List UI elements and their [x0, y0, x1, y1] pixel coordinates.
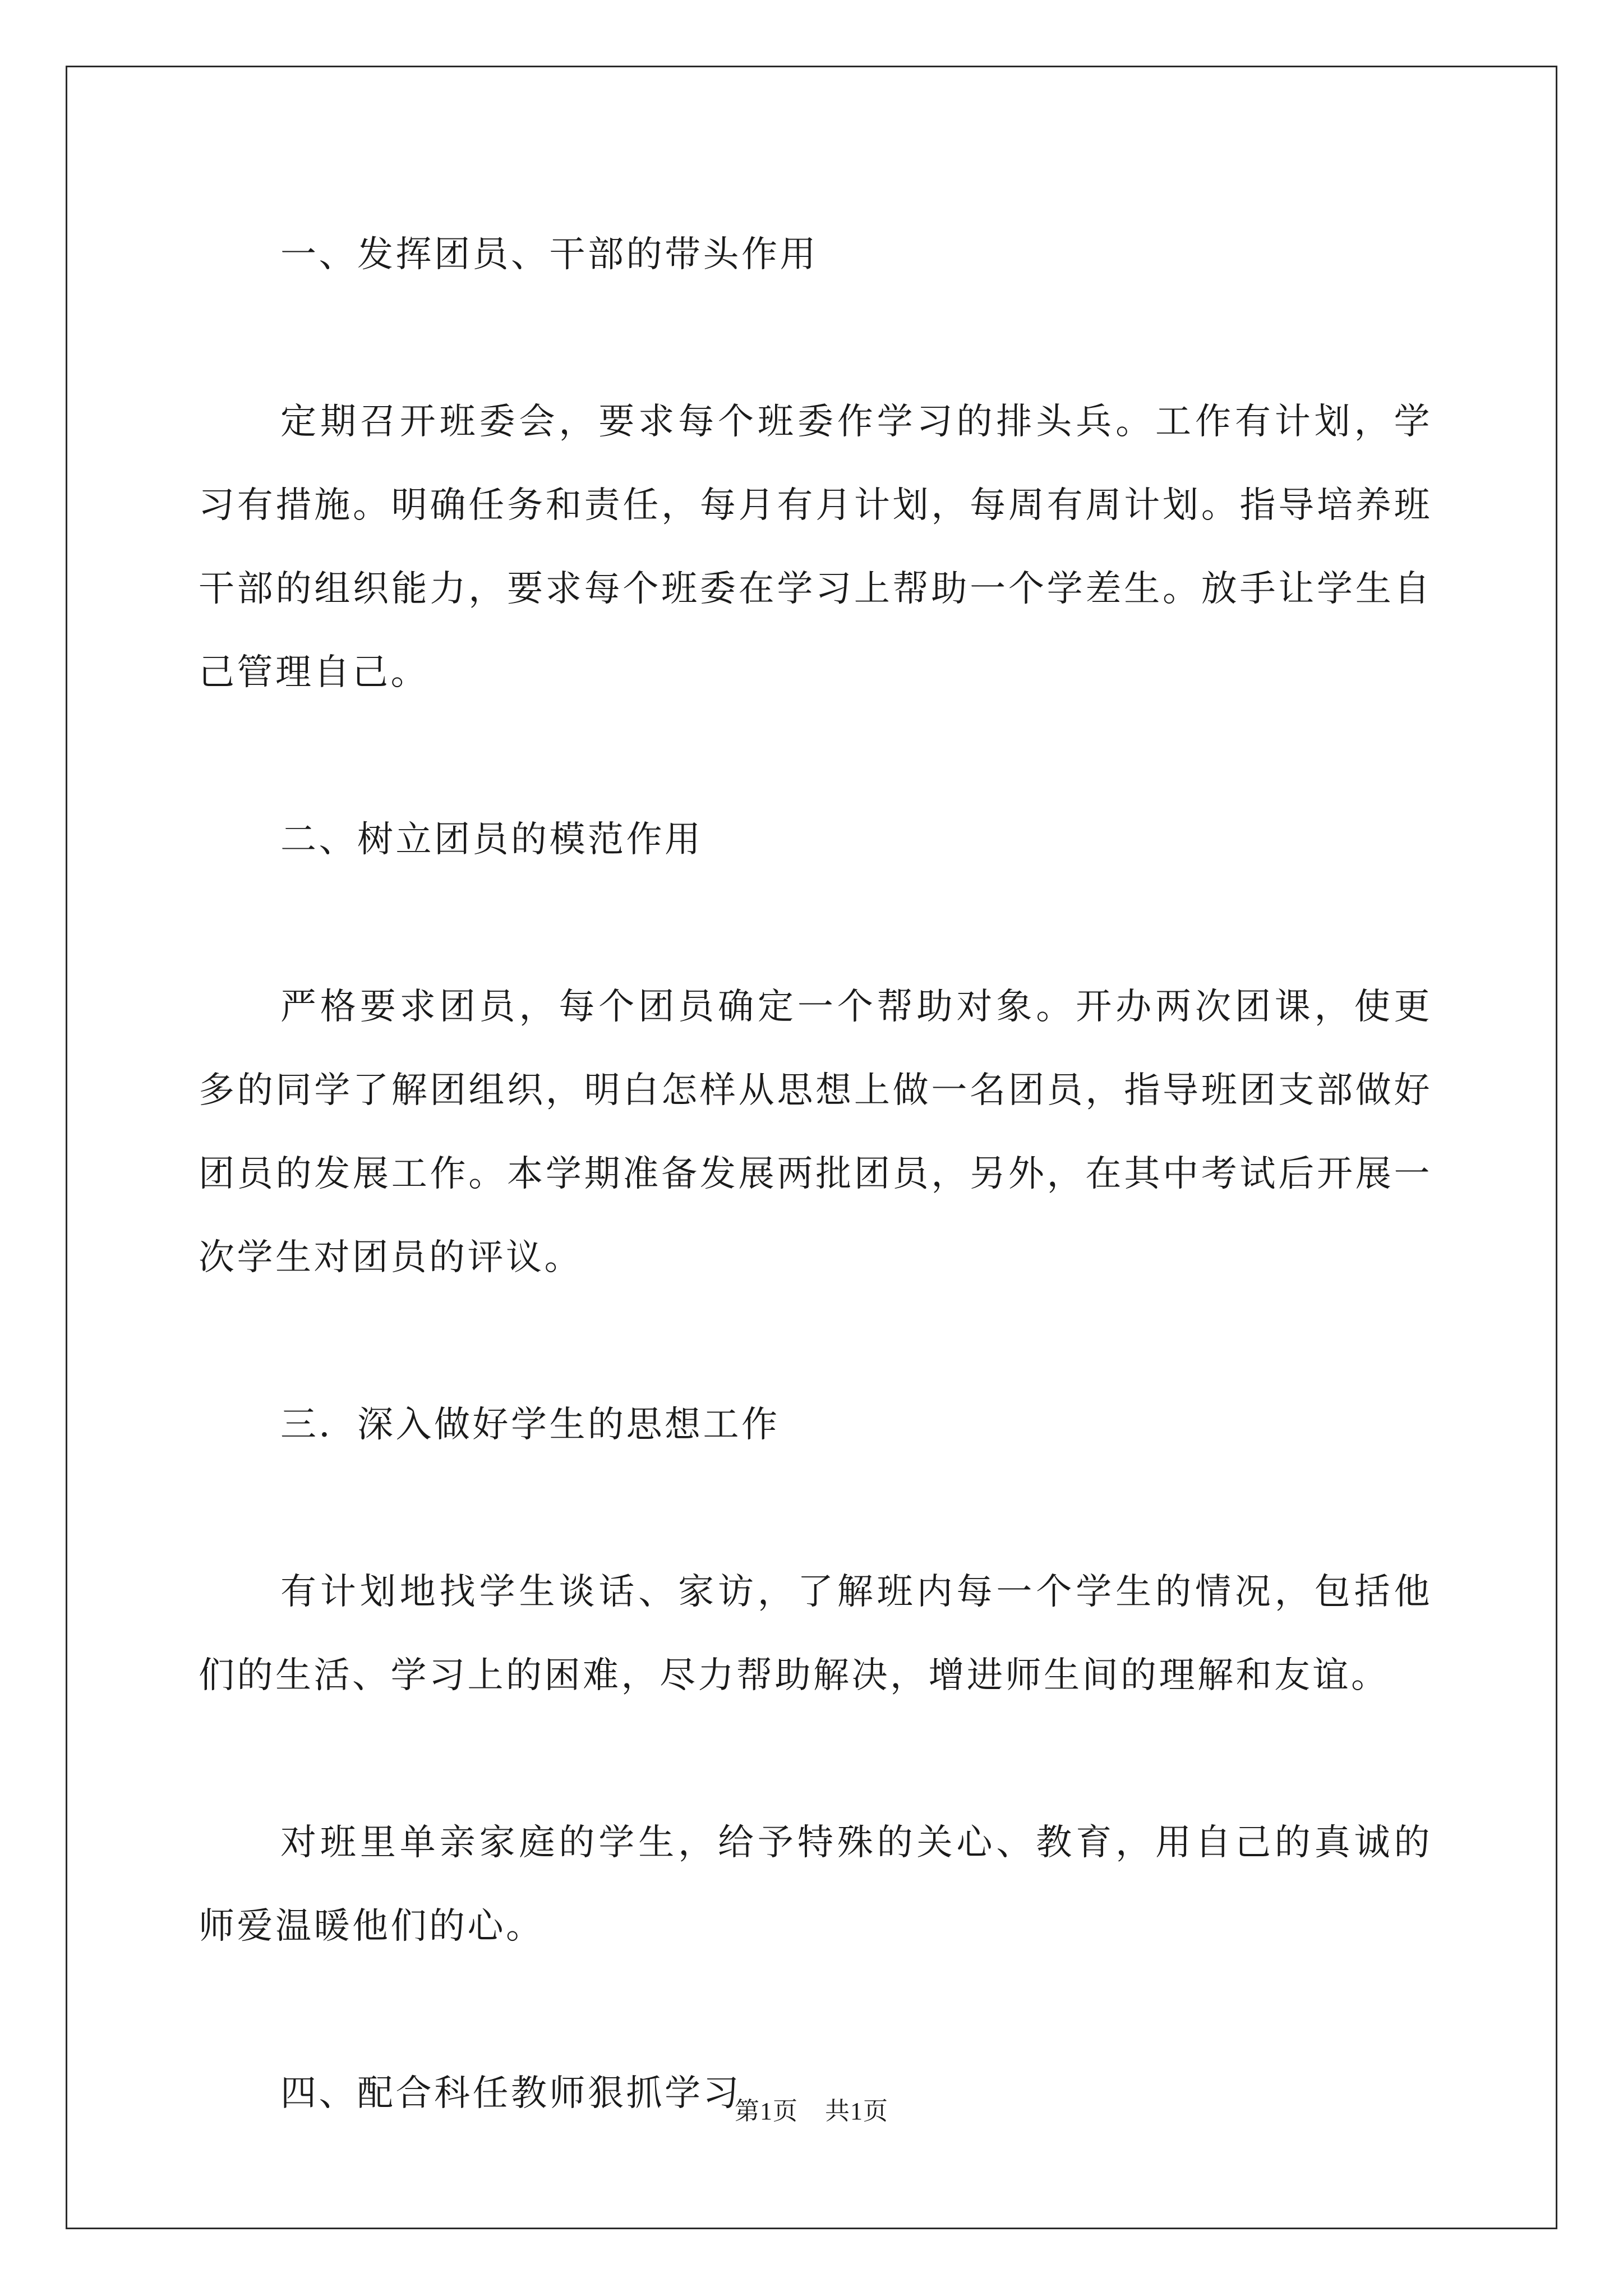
section-heading-1: 一、发挥团员、干部的带头作用: [280, 234, 818, 275]
paragraph-1: 定期召开班委会，要求每个班委作学习的排头兵。工作有计划，学习有措施。明确任务和责任，每月有月计划，每周有周计划。指导培养班干部的组织能力，要求每个班委在学习上帮助一个学差生。放手让学生自己管理自己。: [199, 401, 1432, 693]
paragraph-3: 有计划地找学生谈话、家访，了解班内每一个学生的情况，包括他们的生活、学习上的困难，尽力帮助解决，增进师生间的理解和友谊。: [199, 1571, 1432, 1696]
page-total: 共1页: [825, 2097, 888, 2125]
paragraph-2: 严格要求团员，每个团员确定一个帮助对象。开办两次团课，使更多的同学了解团组织，明白怎样从思想上做一名团员，指导班团支部做好团员的发展工作。本学期准备发展两批团员，另外，在其中考试后开展一次学生对团员的评议。: [199, 986, 1432, 1278]
section-heading-4: 四、配合科任教师狠抓学习: [280, 2073, 741, 2114]
section-heading-3: 三．深入做好学生的思想工作: [280, 1404, 780, 1446]
page-number: 第1页: [735, 2097, 798, 2125]
page-footer: [0, 2091, 1623, 2127]
document-body: [199, 213, 1432, 2136]
paragraph-4: 对班里单亲家庭的学生，给予特殊的关心、教育，用自己的真诚的师爱温暖他们的心。: [199, 1822, 1432, 1947]
section-heading-2: 二、树立团员的模范作用: [280, 819, 703, 861]
